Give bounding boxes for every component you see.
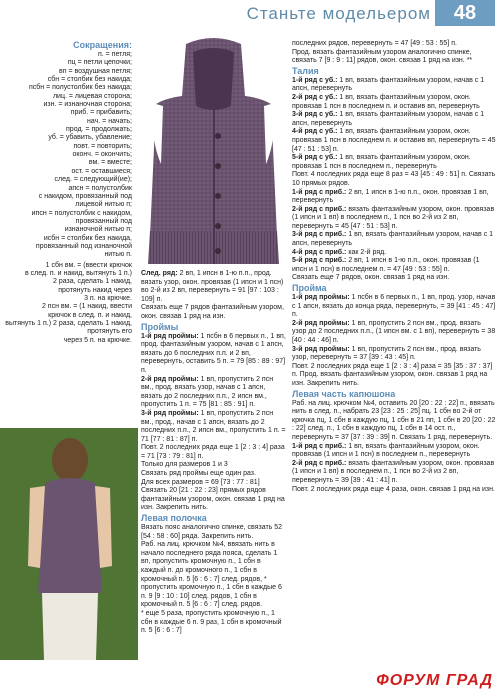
row-text: Для всех размеров = 69 [73 : 77 : 81] [141, 478, 260, 486]
instruction-paragraph [292, 189, 496, 206]
row-text: 1 вп, вязать фантазийным узором, окон. провязав (1 ипсн и 1 псн) в последнем п., перевернуть [292, 442, 480, 459]
text-line: приб. = прибавить; [70, 109, 132, 117]
section-heading: Левая часть капюшона [292, 388, 396, 399]
instruction-paragraph [292, 171, 496, 188]
row-text: пропустить кромочную п., 1 сбн в каждые 6 п. 9 [9 : 10 : 10] след. рядов, 1 сбн в кромочный п. 5 [6 : 6 : 7] след. рядов. [141, 584, 282, 609]
instruction-paragraph [141, 333, 287, 376]
instruction-paragraph [292, 460, 496, 486]
text-line: след. = следующий(ие); [54, 176, 132, 184]
instruction-paragraph [292, 274, 496, 283]
abbreviations-block [4, 40, 132, 345]
text-line: через 5 п. на крючке. [63, 336, 132, 344]
row-text: Связать ряд проймы еще один раз. [141, 470, 256, 478]
text-line: 2 раза, сделать 1 накид, [52, 278, 132, 286]
instruction-paragraph [141, 470, 287, 479]
row-label: 1-й ряд с приб.: [292, 188, 347, 196]
abbreviations-title: Сокращения: [73, 40, 132, 50]
row-text: Раб. на лиц. крючком №4, ввязать нить в начало последнего ряда пояса, сделать 1 вп, пропустить кромочную п., 1 сбн в каждый п. до кромочного п., 1 сбн в кромочный п. 5 [6 : 6 : 7] след. рядов, * [141, 541, 278, 583]
instruction-paragraph [141, 270, 287, 304]
page-footer [0, 660, 499, 700]
instruction-paragraph [292, 363, 496, 389]
row-text: Повт. 2 последних ряда еще 4 раза, окон. связав 1 ряд на изн. [292, 485, 495, 493]
row-label: 5-й ряд с уб.: [292, 154, 338, 162]
row-label: 2-й ряд с приб.: [292, 459, 347, 467]
row-label: 3-й ряд с уб.: [292, 111, 338, 119]
instruction-paragraph [292, 154, 496, 171]
row-text: 1 вп, вязать фантазийным узором, начав с 1 апсн, перевернуть [292, 111, 485, 127]
instruction-paragraph [141, 479, 287, 488]
row-text: 1 вп, пропустить 2 псн вм., прод. вязать узор, перевернуть = 37 [39 : 43 : 45] п. [292, 345, 481, 362]
text-line: п. = петля; [97, 51, 132, 58]
row-label: 1-й ряд с приб.: [292, 442, 347, 450]
text-line: лицевой нитью п; [75, 201, 132, 209]
row-label: 4-й ряд с уб.: [292, 128, 338, 136]
instruction-paragraph [292, 94, 496, 111]
text-line: вм. = вместе; [88, 159, 132, 167]
section-heading: Проймы [141, 321, 179, 332]
text-line: лиц. = лицевая сторона; [52, 92, 132, 100]
instruction-paragraph [141, 610, 287, 636]
instruction-paragraph [141, 541, 287, 584]
row-text: 1 псбн в 6 первых п., 1 вп, прод. фантазийным узором, начав с 1 апсн, вязать до 6 последних п.п. и 2 вп, перевернуть, оставить 5 п. = 79 [85 : 89 : 97] п. [141, 332, 286, 374]
model-illustration [0, 428, 138, 660]
instruction-paragraph [292, 49, 496, 66]
vest-photo [141, 36, 286, 266]
page-header [0, 0, 499, 30]
text-line: прод. = продолжать; [66, 126, 132, 134]
instruction-paragraph [292, 320, 496, 346]
instruction-paragraph [292, 111, 496, 128]
row-label: 3-й ряд проймы: [292, 345, 350, 353]
text-line: сбн = столбик без накида; [47, 76, 132, 84]
text-line: ост. = оставшиеся; [71, 167, 132, 175]
row-label: 2-й ряд проймы: [141, 375, 199, 383]
row-text: Прод. вязать фантазийным узором аналогично спинке, связать 7 [9 : 9 : 11] рядов, окон. связав 1 ряд на изн. ** [292, 48, 473, 65]
text-line: исбн = столбик без накида, [43, 234, 132, 242]
row-text: 1 вп, пропустить 2 псн вм., прод., начав с 1 апсн, вязать до 2 последних п.п., 2 ипсн вм., пропустить 1 п. = 71 [77 : 81 : 87] п. [141, 409, 286, 443]
instruction-paragraph [292, 231, 496, 248]
row-text: 1 вп, вязать фантазийным узором, окон. провязав 1 псн в последнем п., перевернуть [292, 154, 471, 170]
instruction-paragraph [292, 400, 496, 443]
row-text: Повт. 2 последних ряда еще 1 [2 : 3 : 4] раза = 71 [73 : 79 : 81] п. [141, 444, 285, 460]
instruction-paragraph [292, 40, 496, 49]
row-text: 1 вп, вязать фантазийным узором, начав с 1 апсн, перевернуть [292, 76, 485, 93]
row-label: 3-й ряд с приб.: [292, 231, 347, 239]
instruction-paragraph [141, 524, 287, 541]
row-label: 2-й ряд проймы: [292, 319, 350, 327]
text-line: нач. = начать; [87, 117, 132, 125]
row-text: Повт. 2 последних ряда еще 1 [2 : 3 : 4] раза = 35 [35 : 37 : 37] п. Прод. вязать фантазийным узором, окон. связав 1 ряд на изн. Закрепить нить. [292, 362, 493, 387]
row-text: 1 вп, вязать фантазийным узором, окон. провязав 1 псн в последнем п. и оставив вп, перевернуть [292, 93, 480, 110]
logo-icon: ФОРУМ ГРАД [376, 672, 493, 689]
text-line: протянуть накид через [58, 286, 132, 294]
instruction-paragraph [292, 257, 496, 274]
instruction-paragraph [292, 294, 496, 320]
row-text: 1 вп, пропустить 2 псн вм., прод. вязать узор, начав с 1 апсн, вязать до 2 последних п.п., 2 ипсн вм., пропустить 1 п. = 75 [81 : 85 : 91] п. [141, 375, 274, 409]
text-line: с накидом, провязанный под [38, 192, 132, 200]
section-heading: Пройма [292, 283, 327, 294]
row-text: * еще 5 раза, пропустить кромочную п., 1 сбн в каждые 6 п. 9 раз, 1 сбн в кромочный п. 5 [6 : 6 : 7] [141, 609, 282, 635]
row-text: Связать еще 7 рядов, окон. связав 1 ряд на изн. [292, 274, 450, 282]
instruction-paragraph [141, 304, 287, 321]
row-text: 1 вп, вязать фантазийным узором, окон. провязав 1 псн в последнем п. и оставив вп, перевернуть = 45 [47 : 51 : 53] п. [292, 128, 496, 153]
row-text: вязать фантазийным узором, окон. провязав (1 ипсн и 1 вп) в последнем п., 1 псн во 2-й из 2 вп, перевернуть = 39 [39 : 41 : 41] п. [292, 459, 495, 484]
instruction-paragraph [141, 487, 287, 513]
row-label: 4-й ряд с приб.: [292, 248, 347, 256]
instruction-paragraph [141, 410, 287, 444]
instruction-paragraph [141, 584, 287, 610]
section-heading: Левая полочка [141, 513, 207, 524]
model-photo [0, 428, 138, 660]
text-line: апсн = полустолбик [68, 184, 132, 192]
instruction-paragraph [292, 346, 496, 363]
text-line: 3 п. на крючке. [84, 294, 132, 302]
row-text: 1 вп, пропустить 2 псн вм., прод. вязать узор до 2 последних п.п., (1 ипсн вм. с 1 вп), перевернуть = 38 [40 : 44 : 46] п. [292, 319, 496, 344]
stitch-notes [4, 262, 132, 345]
text-line: псбн = полустолбик без накида; [28, 84, 132, 92]
instruction-paragraph [141, 444, 287, 461]
row-text: 2 вп, 1 ипсн в 1-ю п.п., окон. провязав (1 ипсн и 1 псн) в последнем п. = 47 [49 : 53 : 55] п. [292, 257, 480, 273]
text-line: вп = воздушная петля; [58, 67, 132, 75]
row-text: как 2-й ряд. [346, 248, 387, 256]
row-text: 2 вп, 1 ипсн в 1-ю п.п., прод. вязать узор, окон. провязав (1 ипсн и 1 псн) во 2-й из 2 вп, перевернуть = 91 [97 : 103 : 109] п. [141, 270, 284, 303]
row-label: 1-й ряд с уб.: [292, 76, 338, 84]
row-text: Вязать пояс аналогично спинке, связать 52 [54 : 58 : 60] ряда. Закрепить нить. [141, 524, 283, 540]
text-line: ипсн = полустолбик с накидом, [31, 209, 132, 217]
text-line: провязанный под [75, 217, 132, 225]
text-line: 2 псн вм. = (1 накид, ввести [41, 303, 132, 311]
instruction-paragraph [292, 206, 496, 232]
text-line: уб. = убавить, убавление; [48, 134, 132, 142]
row-label: 1-й ряд проймы: [292, 294, 350, 302]
row-label: 5-й ряд с приб.: [292, 257, 347, 265]
row-text: 2 вп, 1 ипсн в 1-ю п.п., окон. провязав 1 вп, перевернуть [292, 188, 489, 205]
row-label: 2-й ряд с приб.: [292, 205, 347, 213]
instruction-paragraph [292, 128, 496, 154]
right-column [292, 40, 496, 494]
text-line: 1 сбн вм. = (ввести крючок [45, 261, 132, 269]
row-text: Связать 20 [21 : 22 : 23] прямых рядов фантазийным узором, окон. связав 1 ряд на изн. Закрепить нить. [141, 487, 285, 512]
text-line: нитью п. [104, 251, 132, 259]
center-column [141, 270, 287, 636]
row-label: 1-й ряд проймы: [141, 332, 199, 340]
instruction-paragraph [141, 376, 287, 410]
text-line: изн. = изнаночная сторона; [43, 101, 132, 109]
row-text: Раб. на лиц. крючком №4, оставить 20 [20 : 22 : 22] п., ввязать нить в след. п., набрать 23 [23 : 25 : 25] пц. 1 сбн во 2-й от крючка пц, 1 сбн в каждую пц, 1 сбн в 21 пп, 1 сбн в 20 [20 : 22 : 22] след. п., 1 сбн в каждую пц, 1 сбн в 14 ост. п., перевернуть = 37 [37 : 39 : 39] п. Связать 1 ряд, перевернуть. [292, 399, 496, 441]
row-text: Связать еще 7 рядов фантазийным узором, окон. связав 1 ряд на изн. [141, 304, 284, 320]
row-label: 3-й ряд проймы: [141, 409, 199, 417]
instruction-paragraph [292, 249, 496, 258]
row-label: След. ряд: [141, 270, 178, 277]
text-line: повт. = повторить; [73, 142, 132, 150]
row-text: последних рядов, перевернуть = 47 [49 : 53 : 55] п. [292, 40, 457, 47]
section-heading: Талия [292, 65, 319, 76]
row-text: вязать фантазийным узором, окон. провязав (1 ипсн и 1 вп) в последнем п., 1 псн во 2-й из 2 вп, перевернуть = 45 [47 : 51 : 53] п. [292, 205, 495, 230]
row-label: 2-й ряд с уб.: [292, 93, 338, 101]
text-line: крючок в след. п. и накид, [48, 311, 132, 319]
row-text: 1 псбн в 6 первых п., 1 вп, прод. узор, начав с 1 апсн, вязать до конца ряда, перевернуть, = 39 [41 : 45 : 47] п. [292, 294, 496, 319]
text-line: провязанный под изнаночной [35, 242, 132, 250]
section-title: Станьте модельером [246, 4, 431, 23]
instruction-paragraph [292, 443, 496, 460]
page-number: 48 [435, 0, 495, 26]
instruction-paragraph [141, 461, 287, 470]
abbreviations-list [4, 51, 132, 260]
row-text: Повт. 4 последних ряда еще 8 раз = 43 [45 : 49 : 51] п. Связать 10 прямых рядов. [292, 171, 496, 187]
instruction-paragraph [292, 486, 496, 495]
text-line: вытянуть 1 п.) 2 раза, сделать 1 накид, протянуть его [5, 320, 132, 336]
vest-illustration [141, 36, 286, 266]
text-line: в след. п. и накид, вытянуть 1 п.) [24, 269, 132, 277]
row-text: 1 вп, вязать фантазийным узором, начав с 1 апсн, перевернуть [292, 231, 494, 248]
row-text: Только для размеров 1 и 3 [141, 461, 228, 469]
text-line: оконч. = окончить; [72, 151, 132, 159]
text-line: изнаночной нитью п; [64, 226, 132, 234]
instruction-paragraph [292, 77, 496, 94]
text-line: пц = петли цепочки; [67, 59, 132, 67]
